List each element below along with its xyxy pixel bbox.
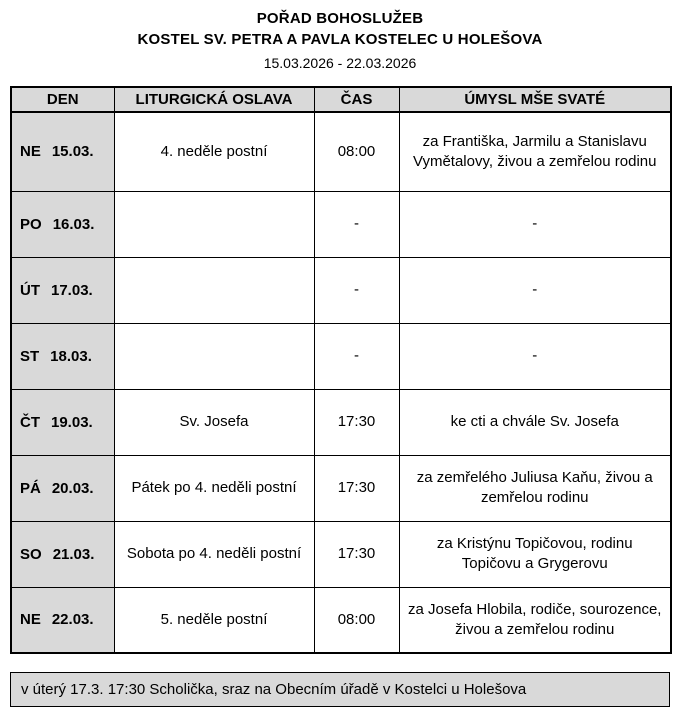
time-cell: 17:30: [314, 389, 399, 455]
time-cell: -: [314, 191, 399, 257]
intention-cell: za Františka, Jarmilu a Stanislavu Vymětalovy, živou a zemřelou rodinu: [399, 112, 671, 191]
celebration-cell: 4. neděle postní: [114, 112, 314, 191]
day-cell: [11, 389, 114, 455]
time-cell: -: [314, 257, 399, 323]
intention-cell: za Kristýnu Topičovou, rodinu Topičovu a Grygerovu: [399, 521, 671, 587]
table-row: [11, 587, 671, 653]
celebration-cell: [114, 257, 314, 323]
day-date: 19.03.: [51, 413, 93, 431]
day-abbr: NE: [20, 611, 41, 629]
time-cell: 08:00: [314, 587, 399, 653]
day-date: 20.03.: [51, 479, 94, 497]
column-header-cas: ČAS: [314, 87, 399, 112]
table-row: [11, 389, 671, 455]
day-abbr: ST: [20, 347, 40, 365]
day-date: 16.03.: [52, 215, 95, 233]
day-cell: [11, 112, 114, 191]
time-cell: 17:30: [314, 521, 399, 587]
day-date: 15.03.: [51, 143, 94, 161]
column-header-den: DEN: [11, 87, 114, 112]
day-abbr: NE: [20, 143, 41, 161]
day-abbr: ÚT: [20, 281, 40, 299]
intention-cell: za Josefa Hlobila, rodiče, sourozence, živou a zemřelou rodinu: [399, 587, 671, 653]
celebration-cell: Sv. Josefa: [114, 389, 314, 455]
page-subtitle: KOSTEL SV. PETRA A PAVLA KOSTELEC U HOLEŠOVA: [137, 31, 543, 48]
time-cell: 08:00: [314, 112, 399, 191]
day-date: 17.03.: [51, 281, 93, 299]
day-date: 18.03.: [50, 347, 92, 365]
date-range: 15.03.2026 - 22.03.2026: [263, 55, 417, 71]
day-cell: [11, 191, 114, 257]
schedule-table: [10, 86, 672, 654]
celebration-cell: [114, 191, 314, 257]
celebration-cell: Pátek po 4. neděli postní: [114, 455, 314, 521]
document-header: [0, 0, 680, 71]
table-row: [11, 455, 671, 521]
day-cell: [11, 521, 114, 587]
table-row: [11, 521, 671, 587]
column-header-liturgicka-oslava: LITURGICKÁ OSLAVA: [114, 87, 314, 112]
day-cell: [11, 323, 114, 389]
celebration-cell: [114, 323, 314, 389]
header-row: [11, 87, 671, 112]
day-cell: [11, 587, 114, 653]
time-cell: -: [314, 323, 399, 389]
page-title: POŘAD BOHOSLUŽEB: [256, 10, 424, 27]
intention-cell: ke cti a chvále Sv. Josefa: [399, 389, 671, 455]
celebration-cell: 5. neděle postní: [114, 587, 314, 653]
day-date: 21.03.: [52, 545, 95, 563]
day-cell: [11, 455, 114, 521]
day-abbr: PO: [20, 215, 42, 233]
table-row: [11, 323, 671, 389]
day-abbr: PÁ: [20, 479, 41, 497]
time-cell: 17:30: [314, 455, 399, 521]
day-date: 22.03.: [51, 611, 94, 629]
intention-cell: za zemřelého Juliusa Kaňu, živou a zemřelou rodinu: [399, 455, 671, 521]
table-row: [11, 112, 671, 191]
column-header-umysl: ÚMYSL MŠE SVATÉ: [399, 87, 671, 112]
day-cell: [11, 257, 114, 323]
day-abbr: SO: [20, 545, 42, 563]
table-row: [11, 191, 671, 257]
intention-cell: -: [399, 191, 671, 257]
footer-note: v úterý 17.3. 17:30 Scholička, sraz na Obecním úřadě v Kostelci u Holešova: [10, 672, 670, 707]
intention-cell: -: [399, 257, 671, 323]
table-row: [11, 257, 671, 323]
intention-cell: -: [399, 323, 671, 389]
celebration-cell: Sobota po 4. neděli postní: [114, 521, 314, 587]
day-abbr: ČT: [20, 413, 40, 431]
